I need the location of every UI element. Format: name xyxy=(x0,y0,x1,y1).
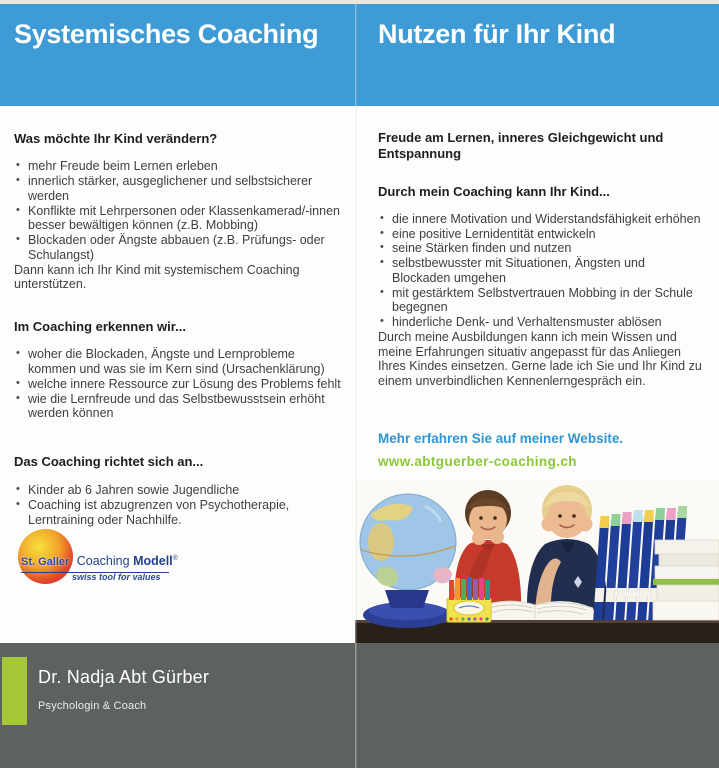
list-item: • Kinder ab 6 Jahren sowie Jugendliche xyxy=(14,483,344,498)
page-title-right: Nutzen für Ihr Kind xyxy=(378,19,616,49)
logo-wordmark: Coaching Modell® xyxy=(76,554,178,568)
intro-heading: Freude am Lernen, inneres Gleichgewicht und Entspannung xyxy=(378,130,664,162)
right-column xyxy=(356,106,719,389)
benefits-bullet-list xyxy=(378,212,705,330)
list-item: • Konflikte mit Lehrpersonen oder Klassenkamerad/-innen besser bewältigen können (z.B. Mobbing) xyxy=(14,204,344,234)
section-heading-benefits: Durch mein Coaching kann Ihr Kind... xyxy=(378,183,610,199)
list-item: • hinderliche Denk- und Verhaltensmuster ablösen xyxy=(378,315,705,330)
list-item: • eine positive Lernidentität entwickeln xyxy=(378,227,705,242)
section-heading-recognize: Im Coaching erkennen wir... xyxy=(14,319,186,334)
section-heading-change: Was möchte Ihr Kind verändern? xyxy=(14,131,218,146)
list-item: • Blockaden oder Ängste abbauen (z.B. Prüfungs- oder Schulangst) xyxy=(14,233,344,263)
author-role: Psychologin & Coach xyxy=(38,700,147,712)
list-item: • innerlich stärker, ausgeglichener und selbstsicherer werden xyxy=(14,174,344,204)
audience-bullet-list xyxy=(14,483,344,527)
website-block xyxy=(378,431,623,469)
list-item: • die innere Motivation und Widerstandsfähigkeit erhöhen xyxy=(378,212,705,227)
page-title-left: Systemisches Coaching xyxy=(14,19,319,49)
logo-tagline: swiss tool for values xyxy=(72,572,161,582)
children-photo xyxy=(355,480,719,643)
left-column xyxy=(0,106,356,528)
support-paragraph: Dann kann ich Ihr Kind mit systemischem Coaching unterstützen. xyxy=(14,262,300,292)
list-item: • mehr Freude beim Lernen erleben xyxy=(14,159,344,174)
fold-crease xyxy=(355,0,357,768)
list-item: • Coaching ist abzugrenzen von Psychotherapie, Lerntraining oder Nachhilfe. xyxy=(14,498,344,528)
footer-accent-square xyxy=(2,657,27,725)
registered-trademark-icon: ® xyxy=(172,554,178,562)
website-cta: Mehr erfahren Sie auf meiner Website. xyxy=(378,431,624,446)
website-url-link[interactable]: www.abtguerber-coaching.ch xyxy=(378,454,577,469)
change-bullet-list xyxy=(14,159,344,262)
header-band xyxy=(0,4,719,106)
list-item: • selbstbewusster mit Situationen, Ängsten und Blockaden umgehen xyxy=(378,256,705,286)
author-name: Dr. Nadja Abt Gürber xyxy=(38,667,210,687)
list-item: • mit gestärktem Selbstvertrauen Mobbing in der Schule begegnen xyxy=(378,286,705,316)
footer-band xyxy=(0,643,719,768)
logo-circle-text: St. Galler xyxy=(21,556,70,568)
list-item: • woher die Blockaden, Ängste und Lernprobleme kommen und was sie im Kern sind (Ursachenklärung) xyxy=(14,347,344,377)
st-galler-coaching-modell-logo xyxy=(14,526,178,592)
list-item: • wie die Lernfreude und das Selbstbewusstsein erhöht werden können xyxy=(14,392,344,422)
list-item: • welche innere Ressource zur Lösung des Problems fehlt xyxy=(14,377,344,392)
list-item: • seine Stärken finden und nutzen xyxy=(378,241,705,256)
logo-wordmark-row xyxy=(21,552,178,573)
section-heading-audience: Das Coaching richtet sich an... xyxy=(14,454,204,469)
experience-paragraph: Durch meine Ausbildungen kann ich mein Wissen und meine Erfahrungen situativ angepasst für das Anliegen Ihres Kindes einsetzen. Gerne lade ich Sie und Ihr Kind zu einem unverbindlichen Kennenlerngespräch ein. xyxy=(378,329,702,388)
recognize-bullet-list xyxy=(14,347,344,421)
